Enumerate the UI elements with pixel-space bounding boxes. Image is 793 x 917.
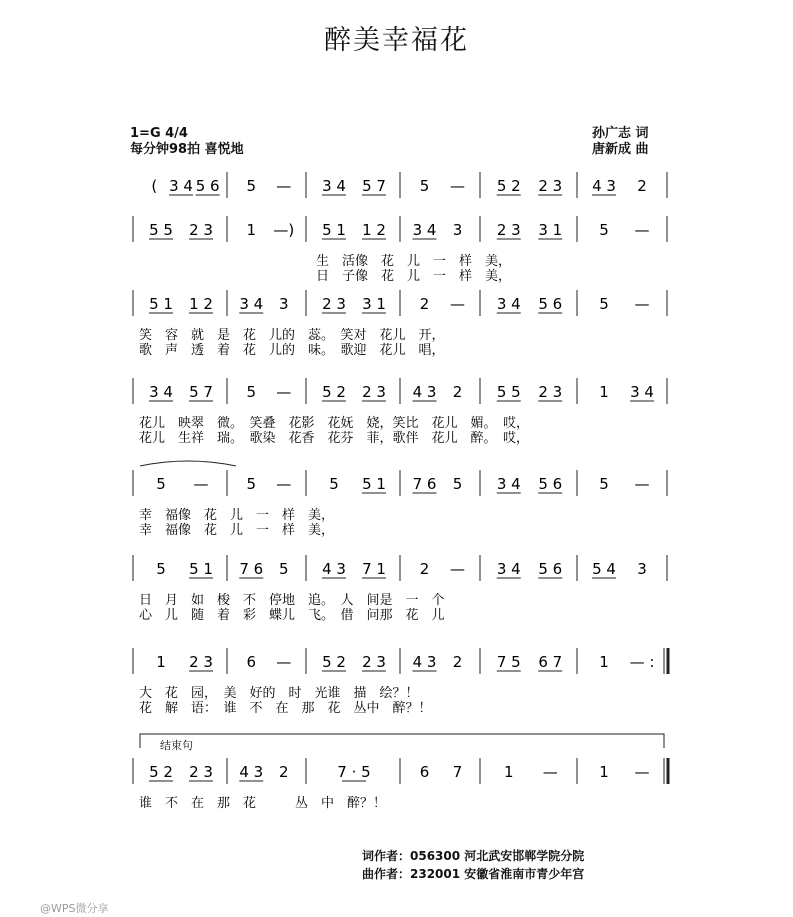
note-group: 2 3: [189, 763, 213, 781]
note-group: 5: [419, 177, 430, 195]
composer-address: 曲作者：232001 安徽省淮南市青少年宫: [362, 867, 585, 881]
note-group: 2 3: [538, 383, 563, 401]
note-group: 5: [156, 475, 166, 493]
note-group: 2 3: [322, 295, 346, 313]
note-group: 5 6: [195, 177, 220, 195]
note-group: 5: [599, 475, 609, 493]
note-group: 5: [599, 295, 609, 313]
key-signature: 1=G 4/4: [130, 126, 188, 141]
note-group: 2: [419, 295, 430, 313]
note-group: 2 3: [496, 221, 521, 239]
note-group: 5: [156, 560, 166, 578]
note-group: 1: [599, 763, 609, 781]
note-group: 3 4: [322, 177, 346, 195]
note-group: 1: [246, 221, 257, 239]
note-group: 5: [452, 475, 463, 493]
note-group: —: [193, 475, 209, 493]
note-group: 5 1: [149, 295, 173, 313]
note-group: 3 4: [496, 560, 521, 578]
note-group: —: [542, 763, 558, 781]
note-group: 6 7: [538, 653, 563, 671]
note-group: 5 1: [322, 221, 346, 239]
lyric-line: 花 解 语： 谁 不 在 那 花 丛中 醉？！: [139, 701, 432, 716]
note-group: 5 2: [322, 383, 346, 401]
note-group: 2: [278, 763, 289, 781]
note-group: 2 3: [362, 653, 386, 671]
ending-bracket: [140, 734, 664, 748]
note-group: 4 3: [592, 177, 616, 195]
note-group: 1 2: [189, 295, 213, 313]
note-group: 5 6: [538, 560, 563, 578]
note-group: 5: [246, 177, 257, 195]
lyric-line: 日 子像 花 儿 一 样 美，: [316, 269, 512, 284]
note-group: —: [450, 295, 465, 313]
note-group: 6: [419, 763, 430, 781]
note-group: 5 2: [496, 177, 521, 195]
note-group: 5: [278, 560, 289, 578]
note-group: 3 4: [496, 295, 521, 313]
lyric-line: 幸 福像 花 儿 一 样 美，: [139, 523, 335, 538]
note-group: 2: [452, 383, 463, 401]
note-group: 3: [452, 221, 463, 239]
note-group: 3 4: [149, 383, 173, 401]
note-group: 7: [452, 763, 463, 781]
note-group: —: [634, 295, 650, 313]
note-group: 3: [278, 295, 289, 313]
note-group: 4 3: [412, 383, 437, 401]
note-group: 7 5: [496, 653, 521, 671]
note-group: 7 6: [239, 560, 264, 578]
song-title: 醉美幸福花: [324, 25, 469, 56]
note-group: —: [450, 560, 465, 578]
note-group: —: [276, 653, 292, 671]
note-group: 5 1: [189, 560, 213, 578]
note-group: 1: [156, 653, 166, 671]
note-group: 1 2: [362, 221, 386, 239]
note-group: —: [276, 475, 292, 493]
tie-arc: [140, 461, 236, 466]
note-group: 5 2: [149, 763, 173, 781]
note-group: 3 4: [239, 295, 264, 313]
note-group: 4 3: [322, 560, 346, 578]
note-group: 6: [246, 653, 257, 671]
note-group: 5 4: [592, 560, 616, 578]
note-group: 3 4: [169, 177, 193, 195]
note-group: —: [276, 177, 292, 195]
lyric-line: 幸 福像 花 儿 一 样 美，: [139, 508, 335, 523]
note-group: 2 3: [538, 177, 563, 195]
note-group: —): [273, 221, 295, 239]
note-group: 1: [599, 653, 609, 671]
note-group: 5 7: [189, 383, 213, 401]
note-group: 3 1: [538, 221, 563, 239]
lyric-line: 谁 不 在 那 花 丛 中 醉？！: [139, 796, 387, 811]
note-group: 5 6: [538, 475, 563, 493]
note-group: 4 3: [412, 653, 437, 671]
note-group: 2 3: [362, 383, 386, 401]
note-group: 2: [637, 177, 647, 195]
note-group: —: [634, 475, 650, 493]
note-group: 3 4: [630, 383, 654, 401]
note-group: 1: [503, 763, 514, 781]
note-group: 2: [419, 560, 430, 578]
composer-credit: 唐新成 曲: [592, 142, 649, 157]
note-group: 5: [329, 475, 339, 493]
note-group: 5 5: [496, 383, 521, 401]
note-group: 7 6: [412, 475, 437, 493]
note-group: 5: [599, 221, 609, 239]
lyric-line: 大 花 园， 美 好的 时 光谁 描 绘？！: [139, 686, 419, 701]
note-group: 2 3: [189, 221, 213, 239]
lyricist-address: 词作者：056300 河北武安邯郸学院分院: [362, 849, 585, 863]
note-group: 2 3: [189, 653, 213, 671]
note-group: 5 7: [362, 177, 386, 195]
note-group: 5 6: [538, 295, 563, 313]
tempo-marking: 每分钟98拍 喜悦地: [130, 142, 244, 157]
note-group: 1: [599, 383, 609, 401]
lyric-line: 笑 容 就 是 花 儿的 蕊。 笑对 花儿 开，: [139, 328, 445, 343]
note-group: 3 4: [412, 221, 437, 239]
lyric-line: 日 月 如 梭 不 停地 追。 人 间是 一 个: [139, 593, 445, 608]
watermark: @WPS微分享: [40, 902, 109, 915]
note-group: — :: [629, 653, 655, 671]
note-group: 5 1: [362, 475, 386, 493]
note-group: 5 5: [149, 221, 173, 239]
note-group: —: [634, 763, 650, 781]
note-group: 3: [637, 560, 647, 578]
note-group: 7 · 5: [337, 763, 371, 781]
note-group: —: [276, 383, 292, 401]
note-group: —: [450, 177, 465, 195]
note-group: 2: [452, 653, 463, 671]
note-group: 3 4: [496, 475, 521, 493]
lyric-line: 心 儿 随 着 彩 蝶儿 飞。 借 问那 花 儿: [139, 608, 445, 623]
note-group: 4 3: [239, 763, 264, 781]
lyric-line: 生 活像 花 儿 一 样 美，: [316, 254, 512, 269]
note-group: 5: [246, 475, 257, 493]
note-group: 7 1: [362, 560, 386, 578]
lyric-line: 花儿 生祥 瑞。 歌染 花香 花芬 菲，歌伴 花儿 醉。 哎，: [139, 431, 530, 446]
note-group: 3 1: [362, 295, 386, 313]
note-group: —: [634, 221, 650, 239]
lyricist-credit: 孙广志 词: [592, 126, 649, 141]
ending-label: 结束句: [160, 739, 193, 752]
note-group: 5: [246, 383, 257, 401]
note-group: (: [151, 177, 158, 195]
lyric-line: 花儿 映翠 微。 笑叠 花影 花妩 娆，笑比 花儿 媚。 哎，: [139, 416, 530, 431]
note-group: 5 2: [322, 653, 346, 671]
lyric-line: 歌 声 透 着 花 儿的 味。 歌迎 花儿 唱，: [139, 343, 445, 358]
